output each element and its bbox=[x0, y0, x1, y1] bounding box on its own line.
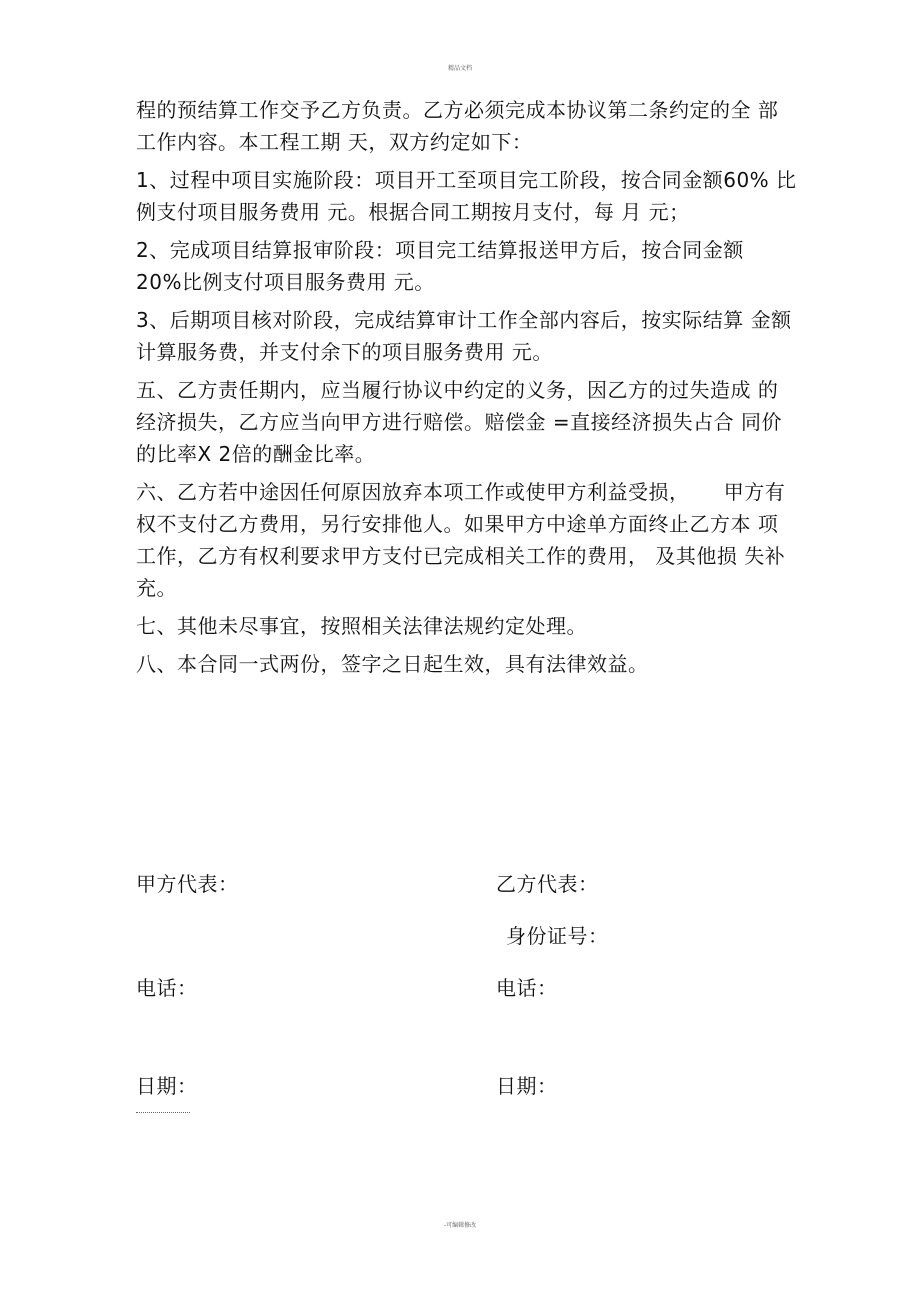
footer-watermark: -可编辑修改 bbox=[443, 1222, 477, 1229]
text-line: 充。 bbox=[136, 576, 177, 600]
text-line: 20%比例支付项目服务费用 元。 bbox=[136, 270, 435, 294]
paragraph-section-8 bbox=[136, 648, 796, 680]
party-a-representative-label: 甲方代表： bbox=[136, 872, 239, 896]
paragraph-prepay bbox=[136, 94, 796, 158]
party-b-phone-label: 电话： bbox=[496, 976, 558, 1000]
text-line: 五、乙方责任期内，应当履行协议中约定的义务，因乙方的过失造成 的 bbox=[136, 378, 779, 402]
paragraph-clause-3 bbox=[136, 304, 796, 368]
text-line: 工作内容。本工程工期 天，双方约定如下： bbox=[136, 130, 533, 154]
text-line: 六、乙方若中途因任何原因放弃本项工作或使甲方利益受损， 甲方有 bbox=[136, 480, 786, 504]
party-a-phone-label: 电话： bbox=[136, 976, 198, 1000]
text-line: 八、本合同一式两份，签字之日起生效，具有法律效益。 bbox=[136, 652, 649, 676]
paragraph-clause-2 bbox=[136, 234, 796, 298]
party-a-date-label: 日期： bbox=[136, 1074, 198, 1098]
paragraph-clause-1 bbox=[136, 164, 796, 228]
text-line: 工作，乙方有权利要求甲方支付已完成相关工作的费用， 及其他损 失补 bbox=[136, 544, 786, 568]
header-watermark: 精品文档 bbox=[447, 65, 472, 72]
text-line: 2、完成项目结算报审阶段：项目完工结算报送甲方后，按合同金额 bbox=[136, 238, 744, 262]
contract-body bbox=[136, 94, 796, 680]
text-line: 计算服务费，并支付余下的项目服务费用 元。 bbox=[136, 340, 553, 364]
id-number-label: 身份证号： bbox=[506, 924, 609, 948]
paragraph-section-6 bbox=[136, 476, 796, 604]
party-b-date-label: 日期： bbox=[496, 1074, 558, 1098]
paragraph-section-7 bbox=[136, 610, 796, 642]
party-b-representative-label: 乙方代表： bbox=[496, 872, 599, 896]
text-line: 七、其他未尽事宜，按照相关法律法规约定处理。 bbox=[136, 614, 587, 638]
text-line: 3、后期项目核对阶段，完成结算审计工作全部内容后，按实际结算 金额 bbox=[136, 308, 792, 332]
text-line: 的比率X 2倍的酬金比率。 bbox=[136, 442, 376, 466]
text-line: 权不支付乙方费用，另行安排他人。如果甲方中途单方面终止乙方本 项 bbox=[136, 512, 779, 536]
text-line: 例支付项目服务费用 元。根据合同工期按月支付，每 月 元； bbox=[136, 200, 690, 224]
dotted-divider bbox=[136, 1112, 190, 1113]
text-line: 程的预结算工作交予乙方负责。乙方必须完成本协议第二条约定的全 部 bbox=[136, 98, 779, 122]
text-line: 经济损失，乙方应当向甲方进行赔偿。赔偿金 =直接经济损失占合 同价 bbox=[136, 410, 782, 434]
paragraph-section-5 bbox=[136, 374, 796, 470]
text-line: 1、过程中项目实施阶段：项目开工至项目完工阶段，按合同金额60% 比 bbox=[136, 168, 797, 192]
